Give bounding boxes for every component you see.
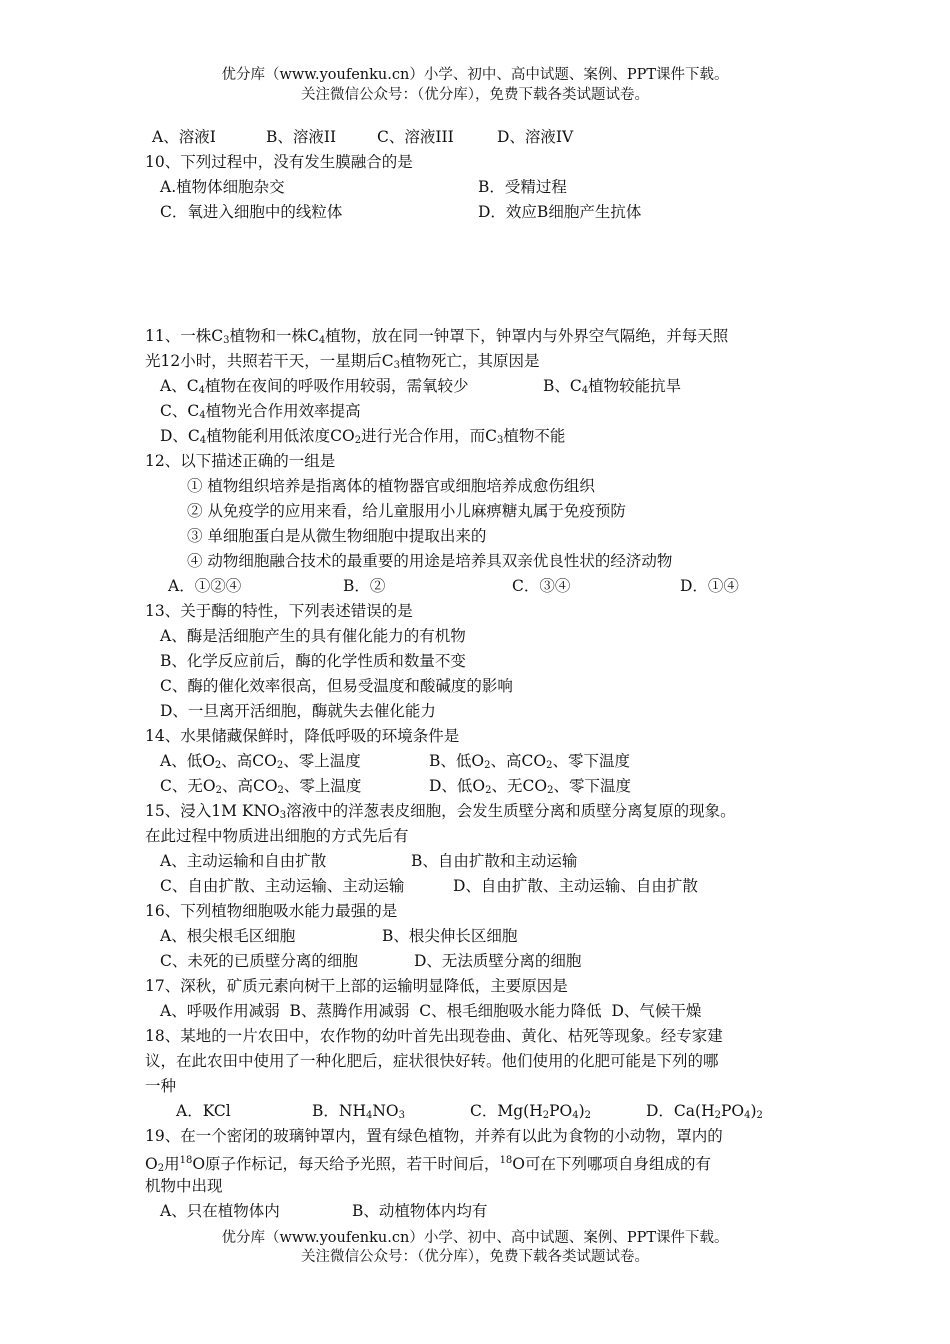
q16-option-a: A、根尖根毛区细胞: [160, 927, 296, 945]
q9-option-a: A、溶液I: [152, 128, 216, 146]
q19-sub2: 2: [157, 1163, 165, 1174]
q18-stem-line3: 一种: [145, 1077, 177, 1095]
q10-option-c: C．氧进入细胞中的线粒体: [160, 203, 343, 221]
q11-sub-c3b: 3: [393, 360, 400, 371]
q18-c1: C．Mg(H: [470, 1102, 543, 1120]
q9-option-d: D、溶液IV: [497, 128, 574, 146]
q12-statement-1: ① 植物组织培养是指离体的植物器官或细胞培养成愈伤组织: [187, 477, 595, 495]
q18-b-sub4: 4: [365, 1110, 373, 1121]
q11-a-pre: A、C: [160, 377, 199, 395]
q11-stem-part1: 11、一株C: [145, 327, 224, 345]
q18-d3: ): [750, 1102, 757, 1120]
q14-b3: 、零下温度: [552, 752, 630, 770]
q13-option-d: D、一旦离开活细胞，酶就失去催化能力: [160, 702, 436, 720]
q11-sub-c4: 4: [318, 335, 326, 346]
q12-option-c: C．③④: [512, 577, 571, 595]
q11-a-post: 植物在夜间的呼吸作用较弱，需氧较少: [204, 377, 469, 395]
q13-stem: 13、关于酶的特性，下列表述错误的是: [145, 602, 413, 620]
q19-sup18-a: 18: [179, 1155, 193, 1166]
page-footer-line1: 优分库（www.youfenku.cn）小学、初中、高中试题、案例、PPT课件下载。: [221, 1230, 729, 1246]
q11-d-pre: D、C: [160, 427, 200, 445]
q15-stem-line2: 在此过程中物质进出细胞的方式先后有: [145, 827, 409, 845]
q18-c-sub2a: 2: [542, 1110, 550, 1121]
q11-option-b: [543, 376, 681, 401]
q15-stem-part2: 溶液中的洋葱表皮细胞，会发生质壁分离和质壁分离复原的现象。: [286, 802, 736, 820]
q11-option-c: [160, 401, 361, 426]
q11-d-sub2: 2: [354, 435, 362, 446]
q13-option-a: A、酶是活细胞产生的具有催化能力的有机物: [160, 627, 466, 645]
q11-b-post: 植物较能抗旱: [588, 377, 682, 395]
q11-stem-line1: [145, 326, 728, 351]
q19-sup18-b: 18: [499, 1155, 513, 1166]
q18-stem-line2: 议，在此农田中使用了一种化肥后，症状很快好转。他们使用的化肥可能是下列的哪: [145, 1052, 719, 1070]
q14-b-sub-co2: 2: [546, 760, 553, 771]
q12-option-b: B．②: [343, 577, 386, 595]
q11-option-a: [160, 376, 468, 401]
q11-d-post: 植物不能: [503, 427, 566, 445]
q9-option-b: B、溶液II: [266, 128, 337, 146]
q12-option-d: D．①④: [680, 577, 739, 595]
q18-c-sub2b: 2: [584, 1110, 592, 1121]
q11-option-d: [160, 426, 565, 451]
q18-option-d: [646, 1101, 763, 1126]
page-header-line1: 优分库（www.youfenku.cn）小学、初中、高中试题、案例、PPT课件下载。: [221, 67, 729, 83]
q14-b1: B、低O: [429, 752, 485, 770]
page-footer-line2: 关注微信公众号：（优分库），免费下载各类试题试卷。: [301, 1249, 649, 1265]
q15-stem-line1: [145, 801, 736, 826]
q18-b1: B．NH: [312, 1102, 366, 1120]
q9-option-c: C、溶液III: [377, 128, 454, 146]
q18-d-sub2b: 2: [756, 1110, 763, 1121]
q11-stem-part3: 植物，放在同一钟罩下，钟罩内与外界空气隔绝，并每天照: [325, 327, 729, 345]
q14-a3: 、零上温度: [283, 752, 361, 770]
q19-stem-line2: [145, 1151, 711, 1179]
q11-d-mid: 植物能利用低浓度CO: [206, 427, 355, 445]
q14-option-d: [429, 776, 631, 801]
q18-d-sub4: 4: [744, 1110, 751, 1121]
q18-d-sub2a: 2: [714, 1110, 721, 1121]
q15-option-c: C、自由扩散、主动运输、主动运输: [160, 877, 405, 895]
q11-stem2-part1: 光12小时，共照若干天，一星期后C: [145, 352, 394, 370]
q11-d-sub3: 3: [497, 435, 504, 446]
q14-c-sub-co2: 2: [277, 785, 284, 796]
q11-c-sub: 4: [199, 410, 206, 421]
q14-c3: 、零上温度: [283, 777, 362, 795]
q18-c-sub4: 4: [572, 1110, 579, 1121]
q12-stem: 12、以下描述正确的一组是: [145, 452, 336, 470]
q12-statement-2: ② 从免疫学的应用来看，给儿童服用小儿麻痹糖丸属于免疫预防: [187, 502, 626, 520]
q13-option-b: B、化学反应前后，酶的化学性质和数量不变: [160, 652, 466, 670]
q16-option-c: C、未死的已质壁分离的细胞: [160, 952, 358, 970]
q18-option-a: A．KCl: [176, 1102, 231, 1120]
q14-option-b: [429, 751, 630, 776]
q17-stem: 17、深秋，矿质元素向树干上部的运输明显降低，主要原因是: [145, 977, 568, 995]
q18-d2: PO: [720, 1102, 745, 1120]
q18-b2: NO: [372, 1102, 399, 1120]
q10-option-d: D．效应B细胞产生抗体: [478, 203, 642, 221]
q14-d1: D、低O: [429, 777, 486, 795]
q14-a-sub-o2: 2: [214, 760, 222, 771]
q11-c-pre: C、C: [160, 402, 200, 420]
q14-b-sub-o2: 2: [484, 760, 491, 771]
q11-sub-c3: 3: [223, 335, 230, 346]
q12-statement-4: ④ 动物细胞融合技术的最重要的用途是培养具双亲优良性状的经济动物: [187, 552, 673, 570]
q18-stem-line1: 18、某地的一片农田中，农作物的幼叶首先出现卷曲、黄化、枯死等现象。经专家建: [145, 1027, 723, 1045]
q11-b-sub: 4: [581, 385, 589, 396]
q14-b2: 、高CO: [490, 752, 547, 770]
q11-c-post: 植物光合作用效率提高: [205, 402, 361, 420]
q14-c2: 、高CO: [221, 777, 278, 795]
q14-c1: C、无O: [160, 777, 216, 795]
q14-d3: 、零下温度: [553, 777, 631, 795]
q13-option-c: C、酶的催化效率很高，但易受温度和酸碱度的影响: [160, 677, 513, 695]
page-header-line2: 关注微信公众号：（优分库），免费下载各类试题试卷。: [301, 87, 649, 103]
q18-option-b: [312, 1101, 405, 1126]
q19-stem2-mid: O原子作标记，每天给予光照，若干时间后，: [192, 1155, 500, 1173]
q14-stem: 14、水果储藏保鲜时，降低呼吸的环境条件是: [145, 727, 460, 745]
q12-statement-3: ③ 单细胞蛋白是从微生物细胞中提取出来的: [187, 527, 487, 545]
q18-c3: ): [578, 1102, 585, 1120]
q11-d-sub4: 4: [199, 435, 207, 446]
q14-d2: 、无CO: [491, 777, 548, 795]
q14-option-c: [160, 776, 361, 801]
q14-a-sub-co2: 2: [276, 760, 284, 771]
q16-stem: 16、下列植物细胞吸水能力最强的是: [145, 902, 398, 920]
q11-a-sub: 4: [198, 385, 205, 396]
q12-option-a: A．①②④: [168, 577, 242, 595]
q15-stem-part1: 15、浸入1M KNO: [145, 802, 280, 820]
q14-a1: A、低O: [160, 752, 215, 770]
q19-stem-line3: 机物中出现: [145, 1177, 223, 1195]
q18-d1: D．Ca(H: [646, 1102, 715, 1120]
q18-option-c: [470, 1101, 591, 1126]
q11-stem-part2: 植物和一株C: [229, 327, 319, 345]
q18-b-sub3: 3: [398, 1110, 406, 1121]
q14-option-a: [160, 751, 361, 776]
q15-sub3: 3: [279, 810, 287, 821]
q10-stem: 10、下列过程中，没有发生膜融合的是: [145, 153, 413, 171]
q19-option-a: A、只在植物体内: [160, 1202, 280, 1220]
q16-option-d: D、无法质壁分离的细胞: [414, 952, 582, 970]
q11-stem-line2: [145, 351, 539, 376]
q10-option-b: B．受精过程: [478, 178, 567, 196]
q11-d-mid2: 进行光合作用，而C: [361, 427, 497, 445]
q16-option-b: B、根尖伸长区细胞: [382, 927, 518, 945]
q14-d-sub-o2: 2: [485, 785, 492, 796]
q19-stem2-end: O可在下列哪项自身组成的有: [512, 1155, 712, 1173]
q15-option-a: A、主动运输和自由扩散: [160, 852, 327, 870]
q19-option-b: B、动植物体内均有: [352, 1202, 488, 1220]
q10-option-a: A.植物体细胞杂交: [160, 178, 285, 196]
q19-yong: 用: [164, 1155, 180, 1173]
q14-a2: 、高CO: [221, 752, 277, 770]
q19-o: O: [145, 1155, 158, 1173]
q17-options: A、呼吸作用减弱 B、蒸腾作用减弱 C、根毛细胞吸水能力降低 D、气候干燥: [160, 1002, 702, 1020]
q11-b-pre: B、C: [543, 377, 582, 395]
q18-c2: PO: [549, 1102, 573, 1120]
q14-d-sub-co2: 2: [547, 785, 554, 796]
q19-stem-line1: 19、在一个密闭的玻璃钟罩内，置有绿色植物，并养有以此为食物的小动物，罩内的: [145, 1127, 723, 1145]
q15-option-b: B、自由扩散和主动运输: [411, 852, 578, 870]
q14-c-sub-o2: 2: [215, 785, 222, 796]
q15-option-d: D、自由扩散、主动运输、自由扩散: [453, 877, 698, 895]
q11-stem2-part2: 植物死亡，其原因是: [399, 352, 540, 370]
